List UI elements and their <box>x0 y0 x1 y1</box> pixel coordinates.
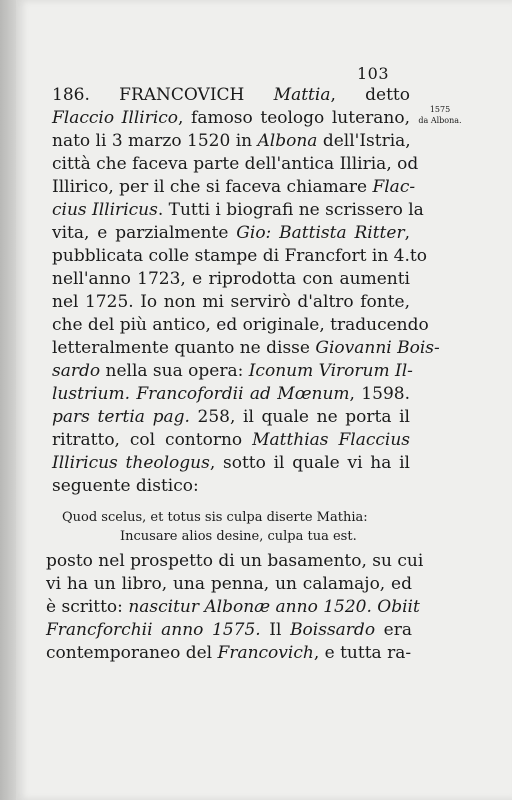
italic-text: Flaccio Illirico <box>52 108 179 128</box>
entry-line <box>52 199 424 222</box>
text-run: 186. FRANCOVICH <box>52 85 274 105</box>
italic-text: Illiricus theologus <box>52 453 210 473</box>
text-run: è scritto: <box>46 597 129 617</box>
continuation-line <box>46 619 412 642</box>
entry-line <box>52 222 410 245</box>
margin-note-year: 1575 <box>429 105 451 114</box>
continuation-line <box>46 596 420 619</box>
text-run: , famoso teologo luterano, <box>178 108 410 128</box>
entry-continuation-text <box>46 550 424 665</box>
text-run: letteralmente quanto ne disse <box>52 338 316 358</box>
continuation-line <box>46 550 424 573</box>
continuation-line <box>46 642 412 665</box>
entry-line <box>52 452 410 475</box>
binding-gutter <box>0 0 16 800</box>
italic-text: Albona <box>257 131 318 151</box>
italic-text: Matthias Flaccius <box>252 430 410 450</box>
entry-line <box>52 107 410 130</box>
italic-text: Gio: Battista Ritter <box>236 223 405 243</box>
text-run: vi ha un libro, una penna, un calamajo, ed <box>46 574 412 594</box>
entry-line <box>52 176 416 199</box>
italic-text: sardo <box>52 361 101 381</box>
italic-text: Iconum Virorum Il- <box>248 361 413 381</box>
text-run: vita, e parzialmente <box>52 223 237 243</box>
text-run: , e tutta ra- <box>313 643 412 663</box>
entry-line <box>52 130 410 153</box>
italic-text: lustrium. Francofordii ad Mœnum <box>52 384 350 404</box>
text-run: , 1598. <box>349 384 410 404</box>
entry-line <box>52 429 410 452</box>
continuation-line <box>46 573 412 596</box>
text-run: nell'anno 1723, e riprodotta con aumenti <box>52 269 410 289</box>
italic-text: Giovanni Bois- <box>315 338 440 358</box>
italic-text: pars tertia pag. <box>52 407 190 427</box>
text-run: città che faceva parte dell'antica Illiria, od <box>52 154 419 174</box>
text-run: Il <box>260 620 291 640</box>
text-run: nato li 3 marzo 1520 in <box>52 131 258 151</box>
italic-text: Boissardo <box>290 620 376 640</box>
entry-line <box>52 406 410 429</box>
distich-verse-2: Incusare alios desine, culpa tua est. <box>120 529 357 544</box>
text-run: contemporaneo del <box>46 643 218 663</box>
text-run: pubblicata colle stampe di Francfort in 4.to <box>52 246 427 266</box>
entry-line <box>52 360 413 383</box>
distich-verse-1: Quod scelus, et totus sis culpa diserte Mathia: <box>62 510 368 525</box>
entry-line <box>52 245 427 268</box>
text-run: ritratto, col contorno <box>52 430 253 450</box>
text-run: che del più antico, ed originale, traducendo <box>52 315 429 335</box>
margin-note-place: da Albona. <box>418 116 462 125</box>
entry-line <box>52 337 440 360</box>
text-run: , sotto il quale vi ha il <box>209 453 410 473</box>
italic-text: Francforchii anno 1575. <box>46 620 261 640</box>
italic-text: Flac- <box>372 177 416 197</box>
page-number: 103 <box>357 64 390 83</box>
entry-line <box>52 153 419 176</box>
text-run: seguente distico: <box>52 476 199 496</box>
text-run: dell'Istria, <box>317 131 411 151</box>
margin-note <box>410 104 470 126</box>
text-run: , <box>404 223 410 243</box>
entry-line <box>52 84 410 107</box>
text-run: Illirico, per il che si faceva chiamare <box>52 177 373 197</box>
latin-distich <box>62 508 392 546</box>
entry-line <box>52 383 410 406</box>
text-run: nella sua opera: <box>100 361 249 381</box>
italic-text: Mattia <box>273 85 331 105</box>
text-run: nel 1725. Io non mi servirò d'altro fonte, <box>52 292 410 312</box>
text-run: posto nel prospetto di un basamento, su cui <box>46 551 424 571</box>
entry-line <box>52 268 410 291</box>
italic-text: cius Illiricus <box>52 200 158 220</box>
text-run: , detto <box>330 85 410 105</box>
entry-line <box>52 314 429 337</box>
entry-line <box>52 291 410 314</box>
entry-line <box>52 475 410 498</box>
italic-text: Francovich <box>217 643 314 663</box>
text-run: era <box>375 620 412 640</box>
text-run: 258, il quale ne porta il <box>189 407 410 427</box>
text-run: . Tutti i biografi ne scrissero la <box>157 200 424 220</box>
italic-text: nascitur Albonæ anno 1520. Obiit <box>128 597 420 617</box>
